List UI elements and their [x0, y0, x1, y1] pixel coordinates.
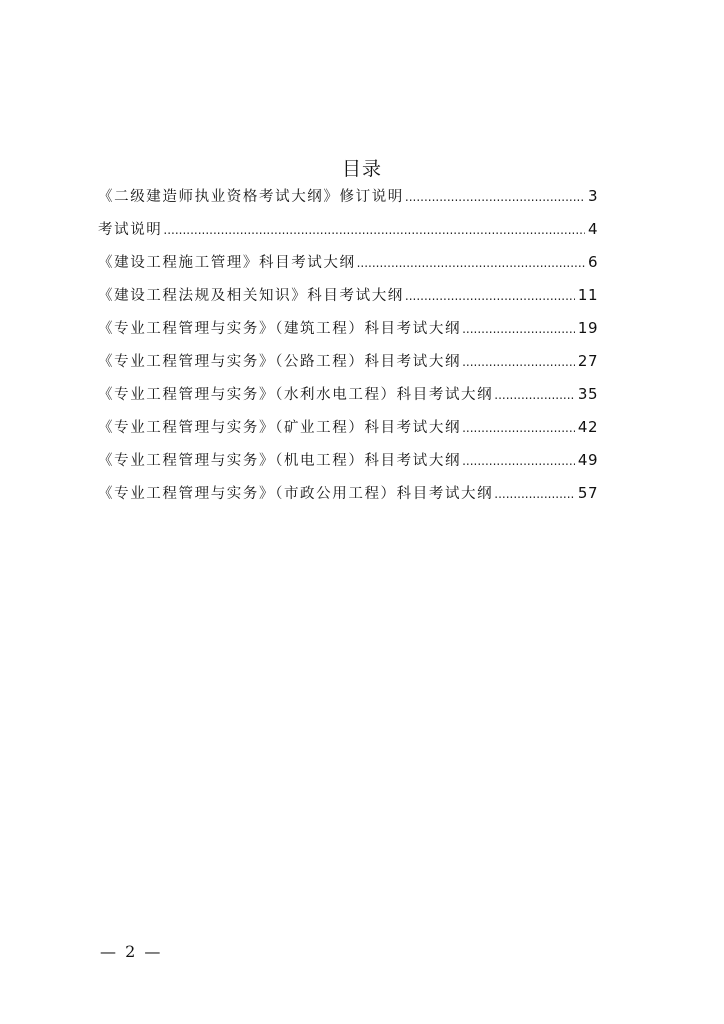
- toc-entry-page: 49: [577, 451, 598, 469]
- toc-entry[interactable]: [98, 284, 598, 317]
- toc-dot-leader: [357, 252, 585, 274]
- toc-entry-label: 《建设工程施工管理》科目考试大纲: [98, 255, 356, 271]
- toc-dot-leader: [494, 384, 575, 406]
- toc-entry-label: 《专业工程管理与实务》（建筑工程）科目考试大纲: [98, 321, 462, 337]
- toc-entry[interactable]: [98, 185, 598, 218]
- toc-entry-page: 42: [577, 418, 598, 436]
- toc-entry-page: 11: [577, 286, 598, 304]
- toc-entry-page: 27: [577, 352, 598, 370]
- toc-dot-leader: [494, 483, 575, 505]
- toc-entry-label: 《二级建造师执业资格考试大纲》修订说明: [98, 189, 404, 205]
- toc-entry-page: 3: [587, 187, 598, 205]
- toc-entry-label: 考试说明: [98, 222, 163, 238]
- table-of-contents: [98, 185, 598, 515]
- toc-entry[interactable]: [98, 218, 598, 251]
- toc-dot-leader: [462, 351, 575, 373]
- toc-entry-page: 19: [577, 319, 598, 337]
- toc-entry-label: 《专业工程管理与实务》（水利水电工程）科目考试大纲: [98, 387, 494, 403]
- toc-entry-label: 《建设工程法规及相关知识》科目考试大纲: [98, 288, 404, 304]
- toc-entry[interactable]: [98, 416, 598, 449]
- toc-entry[interactable]: [98, 449, 598, 482]
- toc-entry-label: 《专业工程管理与实务》（矿业工程）科目考试大纲: [98, 420, 462, 436]
- page-number: — 2 —: [100, 942, 163, 961]
- toc-dot-leader: [405, 186, 585, 208]
- toc-dot-leader: [462, 417, 575, 439]
- toc-entry-page: 4: [587, 220, 598, 238]
- toc-entry-label: 《专业工程管理与实务》（机电工程）科目考试大纲: [98, 453, 462, 469]
- toc-entry-page: 6: [587, 253, 598, 271]
- toc-dot-leader: [163, 219, 585, 241]
- toc-entry-page: 35: [577, 385, 598, 403]
- toc-entry[interactable]: [98, 383, 598, 416]
- toc-dot-leader: [405, 285, 575, 307]
- toc-dot-leader: [462, 318, 575, 340]
- page-title: 目录: [341, 158, 382, 180]
- toc-entry-label: 《专业工程管理与实务》（公路工程）科目考试大纲: [98, 354, 462, 370]
- toc-entry-label: 《专业工程管理与实务》（市政公用工程）科目考试大纲: [98, 486, 494, 502]
- toc-entry[interactable]: [98, 350, 598, 383]
- toc-entry[interactable]: [98, 251, 598, 284]
- toc-entry-page: 57: [577, 484, 598, 502]
- toc-dot-leader: [462, 450, 575, 472]
- toc-entry[interactable]: [98, 317, 598, 350]
- toc-entry[interactable]: [98, 482, 598, 515]
